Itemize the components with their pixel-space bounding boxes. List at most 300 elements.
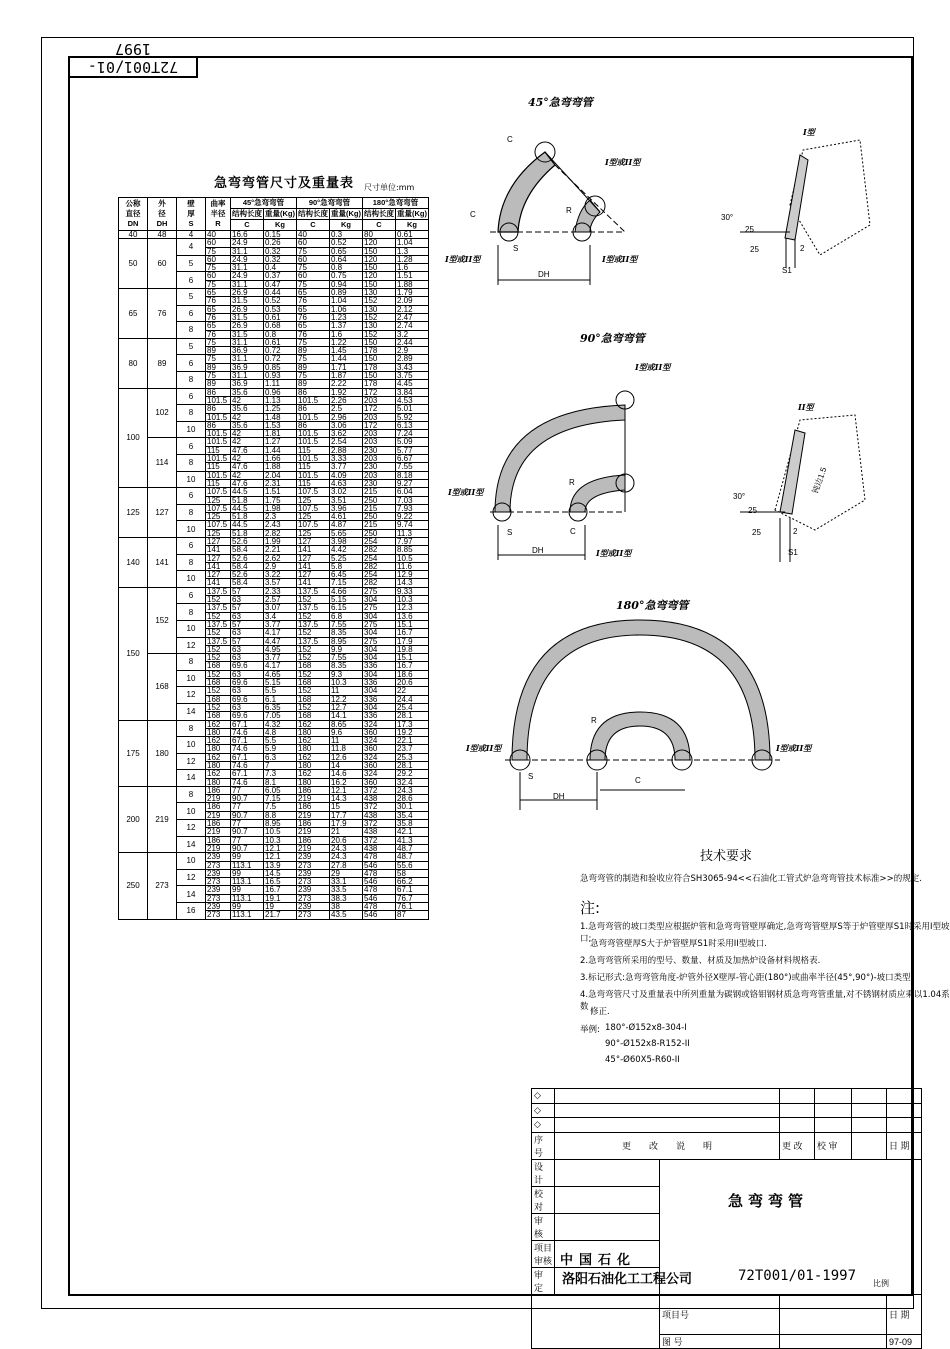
table-cell: 48.7	[396, 844, 429, 852]
table-cell: 120	[363, 272, 396, 280]
table-cell: 52.6	[231, 571, 264, 579]
table-cell: 152	[297, 645, 330, 653]
callout-45-top: I型或II型	[605, 157, 641, 167]
tb-proj-no: 项目号	[660, 1294, 780, 1334]
table-cell: 186	[206, 786, 231, 794]
tb-drawing-label: 图 号	[660, 1334, 780, 1349]
dim-dh-45: DH	[538, 270, 550, 279]
table-cell: 6	[177, 587, 206, 604]
table-cell: 546	[363, 861, 396, 869]
example-3: 45°-Ø60X5-R60-II	[605, 1055, 680, 1065]
note-2: 2.急弯弯管所采用的型号、数量、材质及加热炉设备材料规格表.	[580, 956, 821, 966]
dim-c-45-side: C	[470, 210, 476, 219]
table-cell: 15.1	[396, 620, 429, 628]
table-cell: 1.88	[264, 463, 297, 471]
table-cell: 254	[363, 554, 396, 562]
table-cell: 42	[231, 471, 264, 479]
table-cell: 29.2	[396, 770, 429, 778]
table-cell: 3.22	[264, 571, 297, 579]
table-cell: 16	[177, 903, 206, 920]
dim-s-90: S	[507, 528, 513, 537]
table-cell: 6	[177, 438, 206, 455]
table-cell: 10	[177, 471, 206, 488]
table-cell: 17.3	[396, 720, 429, 728]
table-cell: 65	[206, 305, 231, 313]
table-cell: 1.37	[330, 322, 363, 330]
table-cell: 60	[206, 239, 231, 247]
table-cell: 127	[297, 571, 330, 579]
table-cell: 11	[330, 687, 363, 695]
table-cell: 275	[363, 637, 396, 645]
example-label: 举例:	[580, 1025, 600, 1035]
table-cell: 8.35	[330, 629, 363, 637]
table-cell: 3.07	[264, 604, 297, 612]
table-cell: 178	[363, 363, 396, 371]
table-cell: 12.6	[330, 753, 363, 761]
table-cell: 175	[119, 720, 148, 786]
table-cell: 113.1	[231, 878, 264, 886]
example-1: 180°-Ø152x8-304-I	[605, 1023, 687, 1033]
table-cell: 0.47	[264, 280, 297, 288]
table-cell: 336	[363, 712, 396, 720]
table-cell: 150	[363, 372, 396, 380]
table-cell: 152	[297, 703, 330, 711]
dim-2-ii: 2	[793, 527, 798, 536]
table-cell: 1.04	[396, 239, 429, 247]
table-cell: 4.65	[264, 670, 297, 678]
table-cell: 20.6	[330, 836, 363, 844]
table-cell: 1.44	[264, 446, 297, 454]
table-cell: 324	[363, 720, 396, 728]
table-cell: 42	[231, 455, 264, 463]
table-cell: 25.3	[396, 753, 429, 761]
table-cell: 152	[363, 297, 396, 305]
dim-dh-90: DH	[532, 546, 544, 555]
table-cell: 113.1	[231, 894, 264, 902]
table-cell: 60	[297, 239, 330, 247]
table-cell: 2.09	[396, 297, 429, 305]
table-cell: 40	[119, 231, 148, 239]
table-cell: 31.1	[231, 355, 264, 363]
table-cell: 239	[297, 853, 330, 861]
table-cell: 0.93	[264, 372, 297, 380]
table-cell: 141	[206, 546, 231, 554]
table-cell: 478	[363, 869, 396, 877]
table-cell: 44.5	[231, 504, 264, 512]
table-cell: 2.12	[396, 305, 429, 313]
table-cell: 107.5	[297, 488, 330, 496]
table-cell: 2.82	[264, 529, 297, 537]
table-cell: 273	[206, 861, 231, 869]
hdr-unit-c: C	[297, 220, 330, 231]
hdr-unit-kg: Kg	[264, 220, 297, 231]
table-cell: 19.2	[396, 728, 429, 736]
table-cell: 0.53	[264, 305, 297, 313]
table-cell: 4	[177, 239, 206, 256]
table-cell: 35.8	[396, 820, 429, 828]
table-cell: 172	[363, 421, 396, 429]
dim-s1-ii: S1	[788, 548, 798, 557]
table-cell: 15	[330, 803, 363, 811]
table-cell: 8	[177, 720, 206, 737]
table-cell: 152	[206, 670, 231, 678]
table-cell: 47.6	[231, 446, 264, 454]
table-cell: 140	[119, 537, 148, 587]
table-cell: 5.9	[264, 745, 297, 753]
table-cell: 0.52	[264, 297, 297, 305]
table-cell: 3.57	[264, 579, 297, 587]
table-cell: 4.87	[330, 521, 363, 529]
table-cell: 1.6	[396, 264, 429, 272]
company-name-2: 洛阳石油化工工程公司	[562, 1272, 693, 1287]
table-cell: 4.17	[264, 629, 297, 637]
table-cell: 26.9	[231, 289, 264, 297]
table-cell: 3.51	[330, 496, 363, 504]
table-cell: 76	[148, 289, 177, 339]
table-cell: 127	[297, 554, 330, 562]
table-cell: 29	[330, 869, 363, 877]
table-cell: 89	[297, 380, 330, 388]
table-cell: 63	[231, 670, 264, 678]
table-cell: 162	[297, 753, 330, 761]
table-cell: 180	[206, 728, 231, 736]
table-cell: 5	[177, 289, 206, 306]
table-cell: 90.7	[231, 828, 264, 836]
table-cell: 0.52	[330, 239, 363, 247]
table-cell: 2.57	[264, 596, 297, 604]
table-cell: 6.8	[330, 612, 363, 620]
table-cell: 150	[363, 355, 396, 363]
table-cell: 7.05	[264, 712, 297, 720]
callout-45-right: I型或II型	[602, 254, 638, 264]
table-cell: 69.6	[231, 679, 264, 687]
table-cell: 162	[206, 720, 231, 728]
table-cell: 304	[363, 670, 396, 678]
table-cell: 125	[206, 529, 231, 537]
table-cell: 250	[363, 496, 396, 504]
table-cell: 16.7	[396, 629, 429, 637]
table-cell: 75	[297, 264, 330, 272]
table-cell: 0.61	[264, 338, 297, 346]
table-cell: 41.3	[396, 836, 429, 844]
drawing-number: 72T001/01-1997	[738, 1268, 857, 1284]
table-cell: 168	[206, 712, 231, 720]
table-cell: 99	[231, 886, 264, 894]
table-cell: 324	[363, 737, 396, 745]
table-cell: 12.1	[330, 786, 363, 794]
table-cell: 4.42	[330, 546, 363, 554]
table-cell: 6	[177, 355, 206, 372]
angle-30-ii: 30°	[733, 492, 746, 501]
table-cell: 14	[177, 703, 206, 720]
table-cell: 8.18	[396, 471, 429, 479]
table-cell: 3.2	[396, 330, 429, 338]
table-cell: 0.37	[264, 272, 297, 280]
tb-design: 设 计	[532, 1159, 555, 1186]
table-cell: 11.8	[330, 745, 363, 753]
table-cell: 5.01	[396, 405, 429, 413]
table-cell: 3.4	[264, 612, 297, 620]
table-cell: 80	[119, 338, 148, 388]
table-cell: 239	[206, 853, 231, 861]
hdr-wt: 重量(Kg)	[265, 209, 295, 218]
table-cell: 87	[396, 911, 429, 919]
table-cell: 26.9	[231, 305, 264, 313]
hdr-unit-c: C	[231, 220, 264, 231]
table-cell: 75	[206, 355, 231, 363]
table-cell: 8	[177, 372, 206, 389]
table-cell: 7	[264, 762, 297, 770]
table-cell: 10	[177, 620, 206, 637]
table-cell: 215	[363, 488, 396, 496]
tb-seq: 序 号	[532, 1132, 555, 1159]
table-cell: 51.8	[231, 529, 264, 537]
table-cell: 14.5	[264, 869, 297, 877]
table-cell: 2.88	[330, 446, 363, 454]
table-cell: 1.23	[330, 313, 363, 321]
table-cell: 22	[396, 687, 429, 695]
table-cell: 12	[177, 820, 206, 837]
table-cell: 180	[206, 745, 231, 753]
table-cell: 5.77	[396, 446, 429, 454]
table-cell: 180	[297, 745, 330, 753]
table-cell: 273	[206, 894, 231, 902]
table-cell: 275	[363, 620, 396, 628]
table-cell: 168	[206, 695, 231, 703]
table-cell: 35.4	[396, 811, 429, 819]
table-cell: 76.7	[396, 894, 429, 902]
table-cell: 336	[363, 662, 396, 670]
table-cell: 0.26	[264, 239, 297, 247]
table-cell: 273	[297, 911, 330, 919]
table-cell: 113.1	[231, 861, 264, 869]
table-cell: 67.1	[231, 737, 264, 745]
table-cell: 6.1	[264, 695, 297, 703]
table-cell: 137.5	[297, 604, 330, 612]
table-cell: 141	[206, 579, 231, 587]
table-cell: 38.3	[330, 894, 363, 902]
table-cell: 219	[297, 795, 330, 803]
table-cell: 152	[297, 670, 330, 678]
table-cell: 31.5	[231, 297, 264, 305]
table-cell: 6	[177, 272, 206, 289]
table-cell: 336	[363, 695, 396, 703]
table-cell: 28.1	[396, 762, 429, 770]
table-cell: 8	[177, 322, 206, 339]
table-cell: 273	[148, 853, 177, 919]
table-cell: 2.31	[264, 479, 297, 487]
table-cell: 168	[206, 662, 231, 670]
dim-r-45: R	[566, 206, 572, 215]
table-cell: 42	[231, 430, 264, 438]
table-cell: 150	[363, 247, 396, 255]
table-cell: 8	[177, 786, 206, 803]
table-cell: 13.6	[396, 612, 429, 620]
table-cell: 8	[177, 405, 206, 422]
company-name-1: 中国石化	[560, 1253, 637, 1268]
table-cell: 12.1	[264, 844, 297, 852]
tb-check: 校 对	[532, 1186, 555, 1213]
table-cell: 23.7	[396, 745, 429, 753]
table-cell: 239	[206, 869, 231, 877]
table-cell: 152	[148, 587, 177, 653]
table-cell: 0.85	[264, 363, 297, 371]
table-cell: 125	[206, 496, 231, 504]
table-cell: 86	[297, 421, 330, 429]
table-cell: 7.93	[396, 504, 429, 512]
table-cell: 5.92	[396, 413, 429, 421]
table-cell: 65	[206, 322, 231, 330]
type-ii-title: II型	[798, 402, 814, 412]
table-cell: 75	[206, 280, 231, 288]
dim-blunt-ii: 钝边1.5	[810, 466, 829, 495]
table-cell: 6	[177, 305, 206, 322]
table-cell: 162	[297, 737, 330, 745]
table-cell: 6.05	[264, 786, 297, 794]
table-cell: 10	[177, 803, 206, 820]
table-cell: 57	[231, 620, 264, 628]
table-cell: 2.33	[264, 587, 297, 595]
fig90-title: 90°急弯弯管	[580, 332, 645, 345]
table-cell: 275	[363, 604, 396, 612]
table-cell: 438	[363, 828, 396, 836]
tech-title: 技术要求	[700, 849, 753, 864]
table-cell: 0.3	[330, 231, 363, 239]
table-cell: 63	[231, 654, 264, 662]
table-cell: 101.5	[206, 430, 231, 438]
table-cell: 360	[363, 762, 396, 770]
table-cell: 125	[119, 488, 148, 538]
table-cell: 273	[206, 878, 231, 886]
table-cell: 239	[206, 903, 231, 911]
hdr-unit-c: C	[363, 220, 396, 231]
table-cell: 3.02	[330, 488, 363, 496]
table-title: 急弯弯管尺寸及重量表	[214, 176, 355, 191]
table-cell: 9.3	[330, 670, 363, 678]
table-cell: 3.33	[330, 455, 363, 463]
table-cell: 0.65	[330, 247, 363, 255]
table-cell: 32.4	[396, 778, 429, 786]
table-cell: 77	[231, 786, 264, 794]
table-cell: 186	[206, 820, 231, 828]
table-cell: 113.1	[231, 911, 264, 919]
table-cell: 101.5	[297, 438, 330, 446]
table-cell: 19	[264, 903, 297, 911]
table-cell: 4.17	[264, 662, 297, 670]
table-cell: 10	[177, 853, 206, 870]
table-cell: 57	[231, 587, 264, 595]
table-cell: 0.89	[330, 289, 363, 297]
table-cell: 5.5	[264, 687, 297, 695]
table-cell: 150	[363, 264, 396, 272]
table-cell: 273	[206, 911, 231, 919]
table-cell: 0.61	[396, 231, 429, 239]
table-cell: 5.15	[330, 596, 363, 604]
note-1b: 急弯弯管壁厚S大于炉管壁厚S1时采用II型坡口.	[590, 939, 767, 949]
table-cell: 0.68	[264, 322, 297, 330]
table-cell: 63	[231, 596, 264, 604]
table-cell: 60	[206, 255, 231, 263]
table-cell: 0.72	[264, 355, 297, 363]
table-cell: 66.2	[396, 878, 429, 886]
table-cell: 89	[206, 347, 231, 355]
table-cell: 75	[297, 338, 330, 346]
table-cell: 16.5	[264, 878, 297, 886]
table-cell: 250	[363, 513, 396, 521]
table-cell: 0.8	[264, 330, 297, 338]
table-cell: 107.5	[206, 488, 231, 496]
callout-90-left: I型或II型	[448, 487, 484, 497]
table-cell: 360	[363, 745, 396, 753]
table-cell: 9.33	[396, 587, 429, 595]
table-cell: 215	[363, 521, 396, 529]
callout-45-left: I型或II型	[445, 254, 481, 264]
table-cell: 1.66	[264, 455, 297, 463]
table-cell: 125	[297, 529, 330, 537]
hdr-unit-kg: Kg	[396, 220, 429, 231]
table-cell: 28.1	[396, 712, 429, 720]
table-cell: 12.2	[330, 695, 363, 703]
table-cell: 162	[206, 753, 231, 761]
table-cell: 101.5	[297, 396, 330, 404]
table-cell: 239	[297, 886, 330, 894]
table-cell: 304	[363, 612, 396, 620]
table-cell: 168	[297, 712, 330, 720]
table-cell: 239	[206, 886, 231, 894]
table-cell: 168	[297, 662, 330, 670]
table-cell: 12	[177, 687, 206, 704]
table-cell: 7.03	[396, 496, 429, 504]
table-cell: 186	[297, 836, 330, 844]
table-cell: 107.5	[206, 521, 231, 529]
title-block: ◇ ◇ ◇ 序 号 更 改 说 明 更 改 校 审 日 期 设 计 校 对 审 核 项目审核 审 定 项目号 日 期 图 号 97-09	[531, 1088, 922, 1349]
table-cell: 10.5	[396, 554, 429, 562]
table-cell: 35.6	[231, 421, 264, 429]
table-cell: 10	[177, 670, 206, 687]
table-cell: 546	[363, 878, 396, 886]
table-cell: 16.6	[231, 231, 264, 239]
table-cell: 65	[297, 305, 330, 313]
table-cell: 7.55	[396, 463, 429, 471]
table-cell: 6.35	[264, 703, 297, 711]
table-cell: 74.6	[231, 778, 264, 786]
table-cell: 2.21	[264, 546, 297, 554]
table-cell: 125	[297, 513, 330, 521]
table-cell: 65	[119, 289, 148, 339]
table-cell: 2.96	[330, 413, 363, 421]
table-cell: 3.06	[330, 421, 363, 429]
table-cell: 7.24	[396, 430, 429, 438]
table-cell: 89	[206, 363, 231, 371]
table-cell: 17.9	[330, 820, 363, 828]
hdr-wall: 壁 厚 S	[177, 198, 206, 231]
table-cell: 152	[297, 612, 330, 620]
table-cell: 114	[148, 438, 177, 488]
table-cell: 1.6	[330, 330, 363, 338]
table-cell: 75	[206, 372, 231, 380]
table-cell: 230	[363, 446, 396, 454]
table-cell: 10.3	[330, 679, 363, 687]
table-cell: 13.9	[264, 861, 297, 869]
table-cell: 20.6	[396, 679, 429, 687]
table-cell: 2.89	[396, 355, 429, 363]
table-cell: 4.09	[330, 471, 363, 479]
table-cell: 10.3	[396, 596, 429, 604]
table-cell: 141	[148, 537, 177, 587]
table-cell: 63	[231, 612, 264, 620]
table-cell: 69.6	[231, 712, 264, 720]
table-cell: 65	[297, 322, 330, 330]
